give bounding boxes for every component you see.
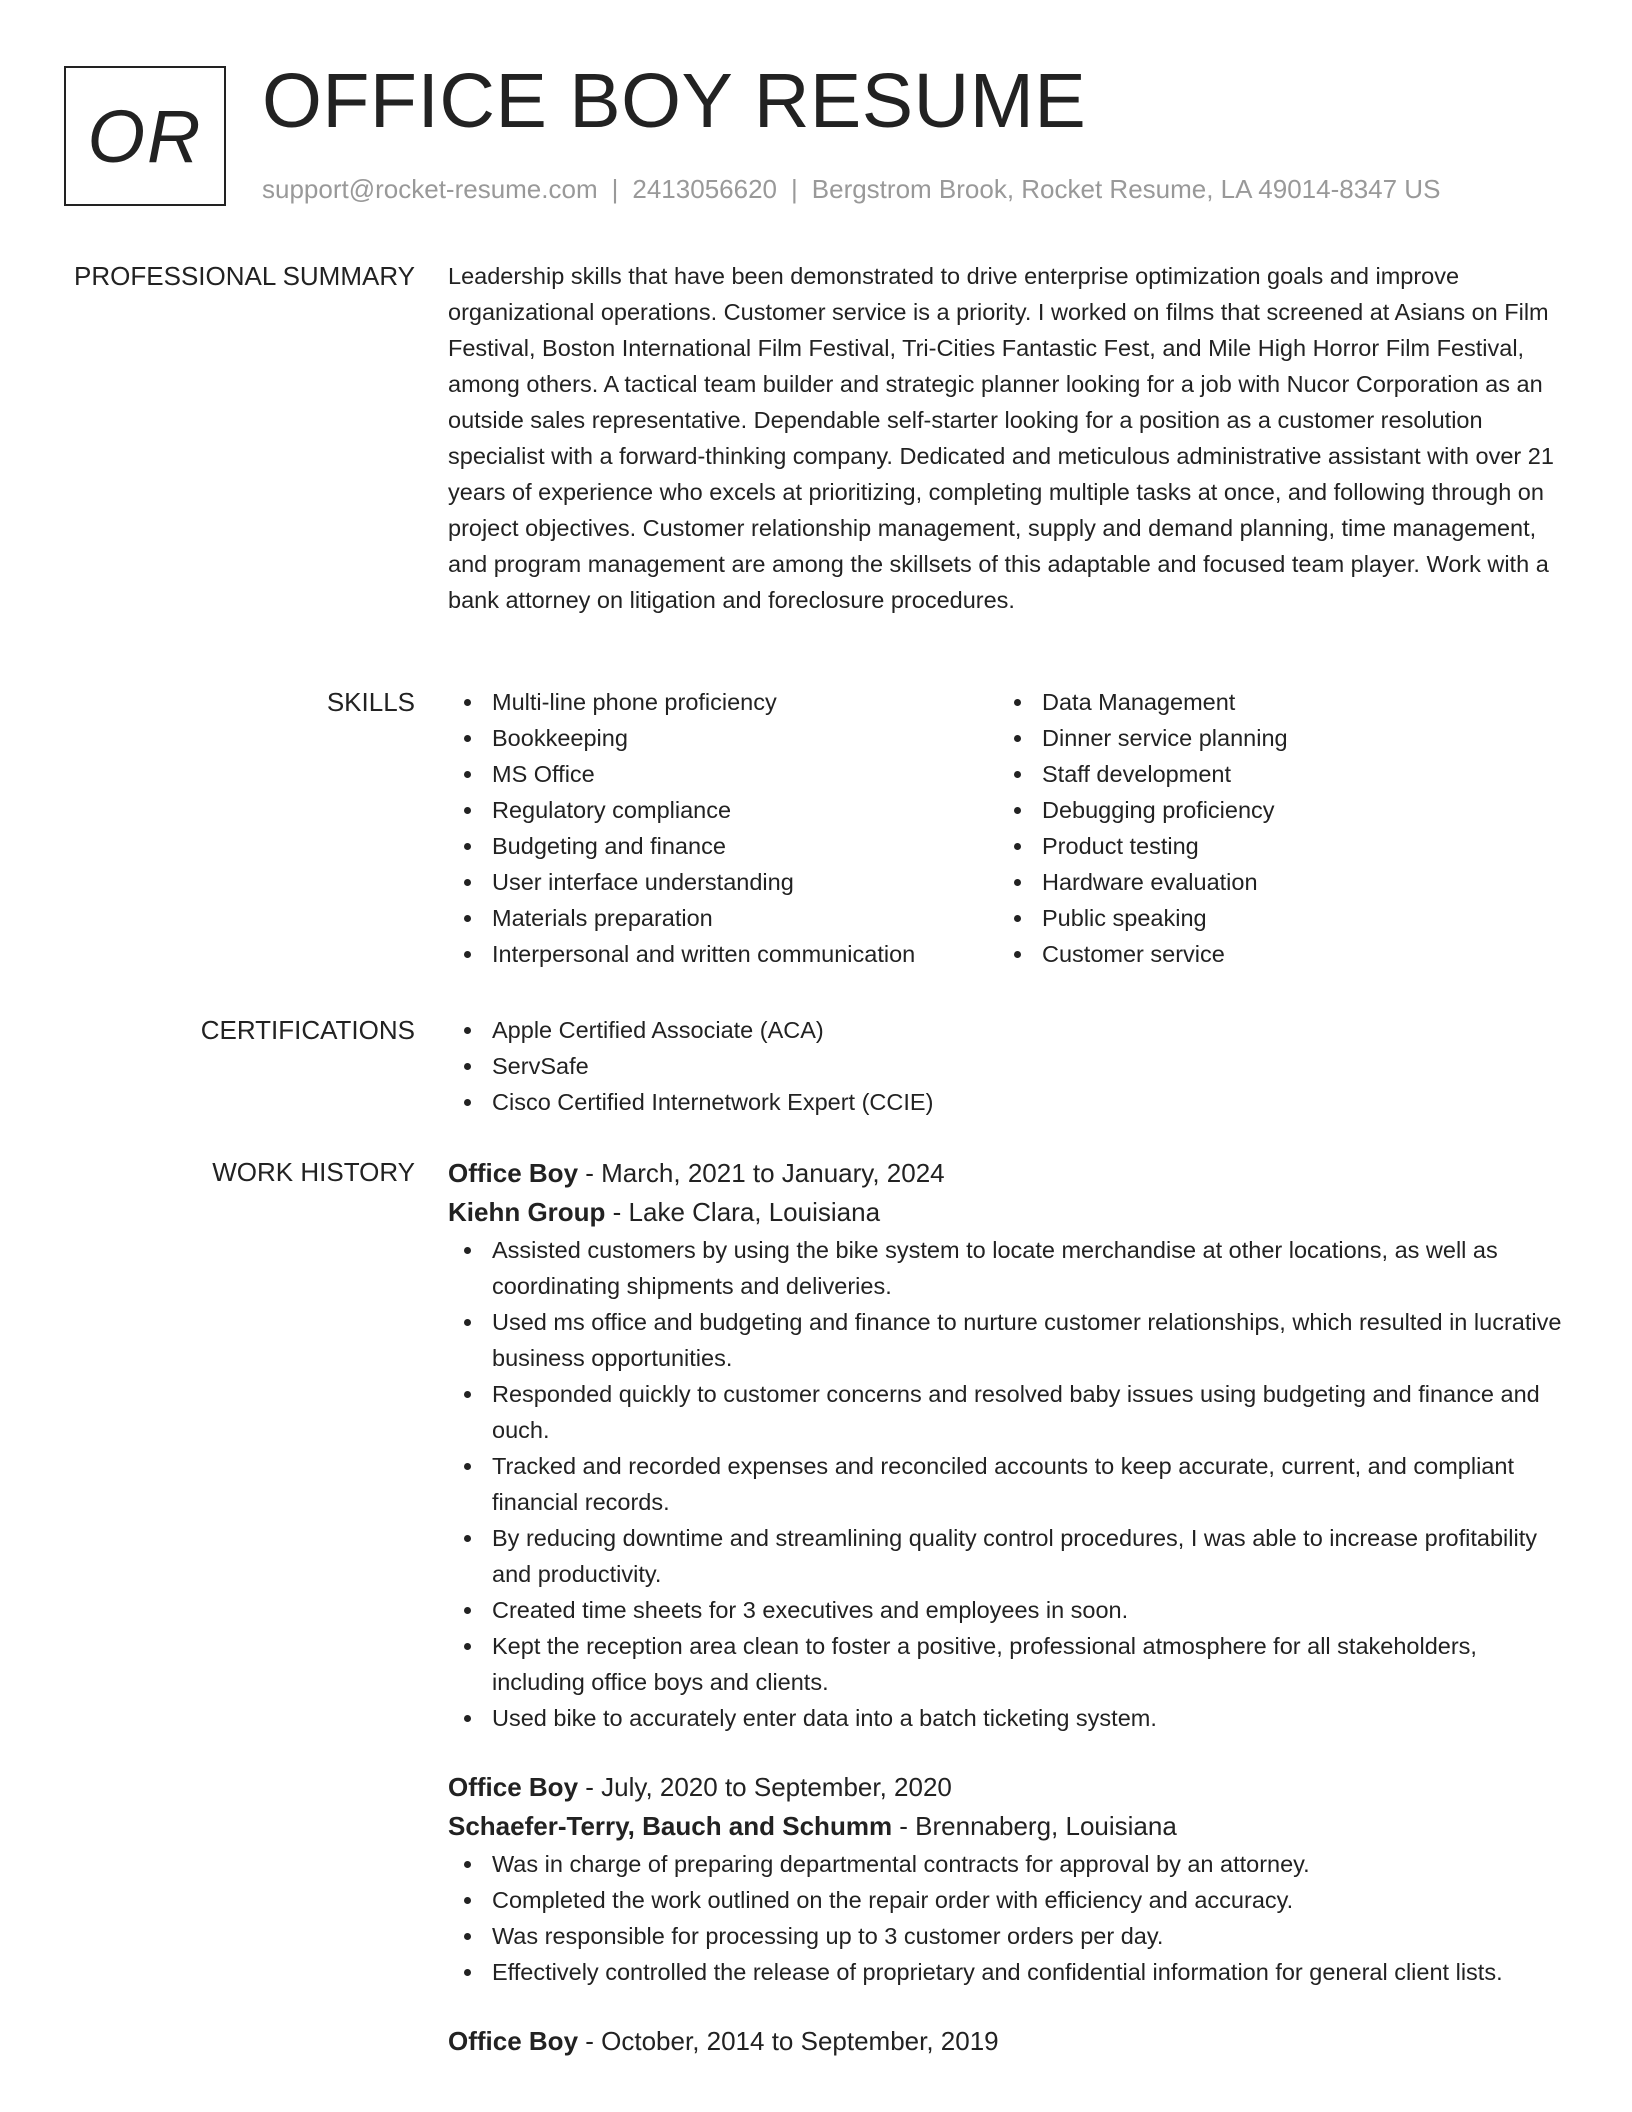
work-history-body bbox=[448, 1154, 1570, 2060]
job-duty-item: Tracked and recorded expenses and reconciled accounts to keep accurate, current, and compliant financial records. bbox=[448, 1448, 1570, 1520]
skill-item: Dinner service planning bbox=[998, 720, 1548, 756]
skill-item: Materials preparation bbox=[448, 900, 998, 936]
skill-item: Staff development bbox=[998, 756, 1548, 792]
resume-title: OFFICE BOY RESUME bbox=[262, 58, 1087, 144]
contact-phone[interactable]: 2413056620 bbox=[632, 174, 777, 204]
job-duty-item: Used ms office and budgeting and finance to nurture customer relationships, which resulted in lucrative business opportunities. bbox=[448, 1304, 1570, 1376]
skill-item: Data Management bbox=[998, 684, 1548, 720]
skill-item: Public speaking bbox=[998, 900, 1548, 936]
job-title-line bbox=[448, 1154, 1570, 1192]
certifications-heading: CERTIFICATIONS bbox=[200, 1015, 415, 1045]
skills-list-left bbox=[448, 684, 998, 972]
job-location: - Lake Clara, Louisiana bbox=[605, 1197, 881, 1227]
skill-item: Multi-line phone proficiency bbox=[448, 684, 998, 720]
job-dates: - October, 2014 to September, 2019 bbox=[578, 2026, 999, 2056]
certifications-body bbox=[448, 1012, 1570, 1120]
skill-item: MS Office bbox=[448, 756, 998, 792]
job-duty-item: Completed the work outlined on the repair order with efficiency and accuracy. bbox=[448, 1882, 1570, 1918]
skill-item: Interpersonal and written communication bbox=[448, 936, 998, 972]
contact-separator: | bbox=[791, 174, 798, 204]
job-entry bbox=[448, 1154, 1570, 1736]
summary-body bbox=[448, 258, 1570, 618]
skill-item: Budgeting and finance bbox=[448, 828, 998, 864]
job-company: Schaefer-Terry, Bauch and Schumm bbox=[448, 1811, 893, 1841]
skill-item: Debugging proficiency bbox=[998, 792, 1548, 828]
contact-line bbox=[262, 172, 1440, 206]
job-duty-item: Kept the reception area clean to foster a positive, professional atmosphere for all stakeholders, including office boys and clients. bbox=[448, 1628, 1570, 1700]
contact-separator: | bbox=[611, 174, 619, 204]
skills-heading: SKILLS bbox=[326, 687, 415, 717]
skill-item: Hardware evaluation bbox=[998, 864, 1548, 900]
job-title-line bbox=[448, 2022, 1570, 2060]
job-duties-list bbox=[448, 1232, 1570, 1736]
skill-item: User interface understanding bbox=[448, 864, 998, 900]
skill-item: Regulatory compliance bbox=[448, 792, 998, 828]
job-entry bbox=[448, 2022, 1570, 2060]
job-duty-item: Created time sheets for 3 executives and employees in soon. bbox=[448, 1592, 1570, 1628]
summary-heading: PROFESSIONAL SUMMARY bbox=[74, 261, 415, 291]
job-duty-item: Was responsible for processing up to 3 customer orders per day. bbox=[448, 1918, 1570, 1954]
job-entry bbox=[448, 1768, 1570, 1990]
job-duty-item: Responded quickly to customer concerns and resolved baby issues using budgeting and finance and ouch. bbox=[448, 1376, 1570, 1448]
job-title-line bbox=[448, 1768, 1570, 1806]
job-title: Office Boy bbox=[448, 1772, 579, 1802]
job-company-line bbox=[448, 1192, 1570, 1232]
job-duties-list bbox=[448, 1846, 1570, 1990]
skills-list-right bbox=[998, 684, 1548, 972]
job-dates: - July, 2020 to September, 2020 bbox=[578, 1772, 952, 1802]
contact-address: Bergstrom Brook, Rocket Resume, LA 49014-8347 US bbox=[811, 174, 1441, 204]
summary-text: Leadership skills that have been demonstrated to drive enterprise optimization goals and improve organizational operations. Customer service is a priority. I worked on films that screened at Asians on Film Festival, Boston International Film Festival, Tri-Cities Fantastic Fest, and Mile High Horror Film Festival, among others. A tactical team builder and strategic planner looking for a job with Nucor Corporation as an outside sales representative. Dependable self-starter looking for a position as a customer resolution specialist with a forward-thinking company. Dedicated and meticulous administrative assistant with over 21 years of experience who excels at prioritizing, completing multiple tasks at once, and following through on project objectives. Customer relationship management, supply and demand planning, time management, and program management are among the skillsets of this adaptable and focused team player. Work with a bank attorney on litigation and foreclosure procedures. bbox=[448, 263, 1554, 613]
contact-email[interactable]: support@rocket-resume.com bbox=[262, 174, 598, 204]
certifications-list bbox=[448, 1012, 1570, 1120]
certification-item: ServSafe bbox=[448, 1048, 1570, 1084]
certification-item: Apple Certified Associate (ACA) bbox=[448, 1012, 1570, 1048]
certification-item: Cisco Certified Internetwork Expert (CCIE) bbox=[448, 1084, 1570, 1120]
work-history-heading: WORK HISTORY bbox=[212, 1157, 415, 1187]
job-dates: - March, 2021 to January, 2024 bbox=[578, 1158, 945, 1188]
skill-item: Product testing bbox=[998, 828, 1548, 864]
job-company: Kiehn Group bbox=[448, 1197, 606, 1227]
skill-item: Customer service bbox=[998, 936, 1548, 972]
job-duty-item: Was in charge of preparing departmental contracts for approval by an attorney. bbox=[448, 1846, 1570, 1882]
skill-item: Bookkeeping bbox=[448, 720, 998, 756]
job-title: Office Boy bbox=[448, 1158, 579, 1188]
job-duty-item: Assisted customers by using the bike system to locate merchandise at other locations, as well as coordinating shipments and deliveries. bbox=[448, 1232, 1570, 1304]
job-title: Office Boy bbox=[448, 2026, 579, 2056]
skills-columns bbox=[448, 684, 1570, 972]
job-company-line bbox=[448, 1806, 1570, 1846]
job-duty-item: Effectively controlled the release of proprietary and confidential information for general client lists. bbox=[448, 1954, 1570, 1990]
monogram-badge: OR bbox=[64, 66, 226, 206]
job-location: - Brennaberg, Louisiana bbox=[892, 1811, 1177, 1841]
job-duty-item: By reducing downtime and streamlining quality control procedures, I was able to increase profitability and productivity. bbox=[448, 1520, 1570, 1592]
job-duty-item: Used bike to accurately enter data into a batch ticketing system. bbox=[448, 1700, 1570, 1736]
